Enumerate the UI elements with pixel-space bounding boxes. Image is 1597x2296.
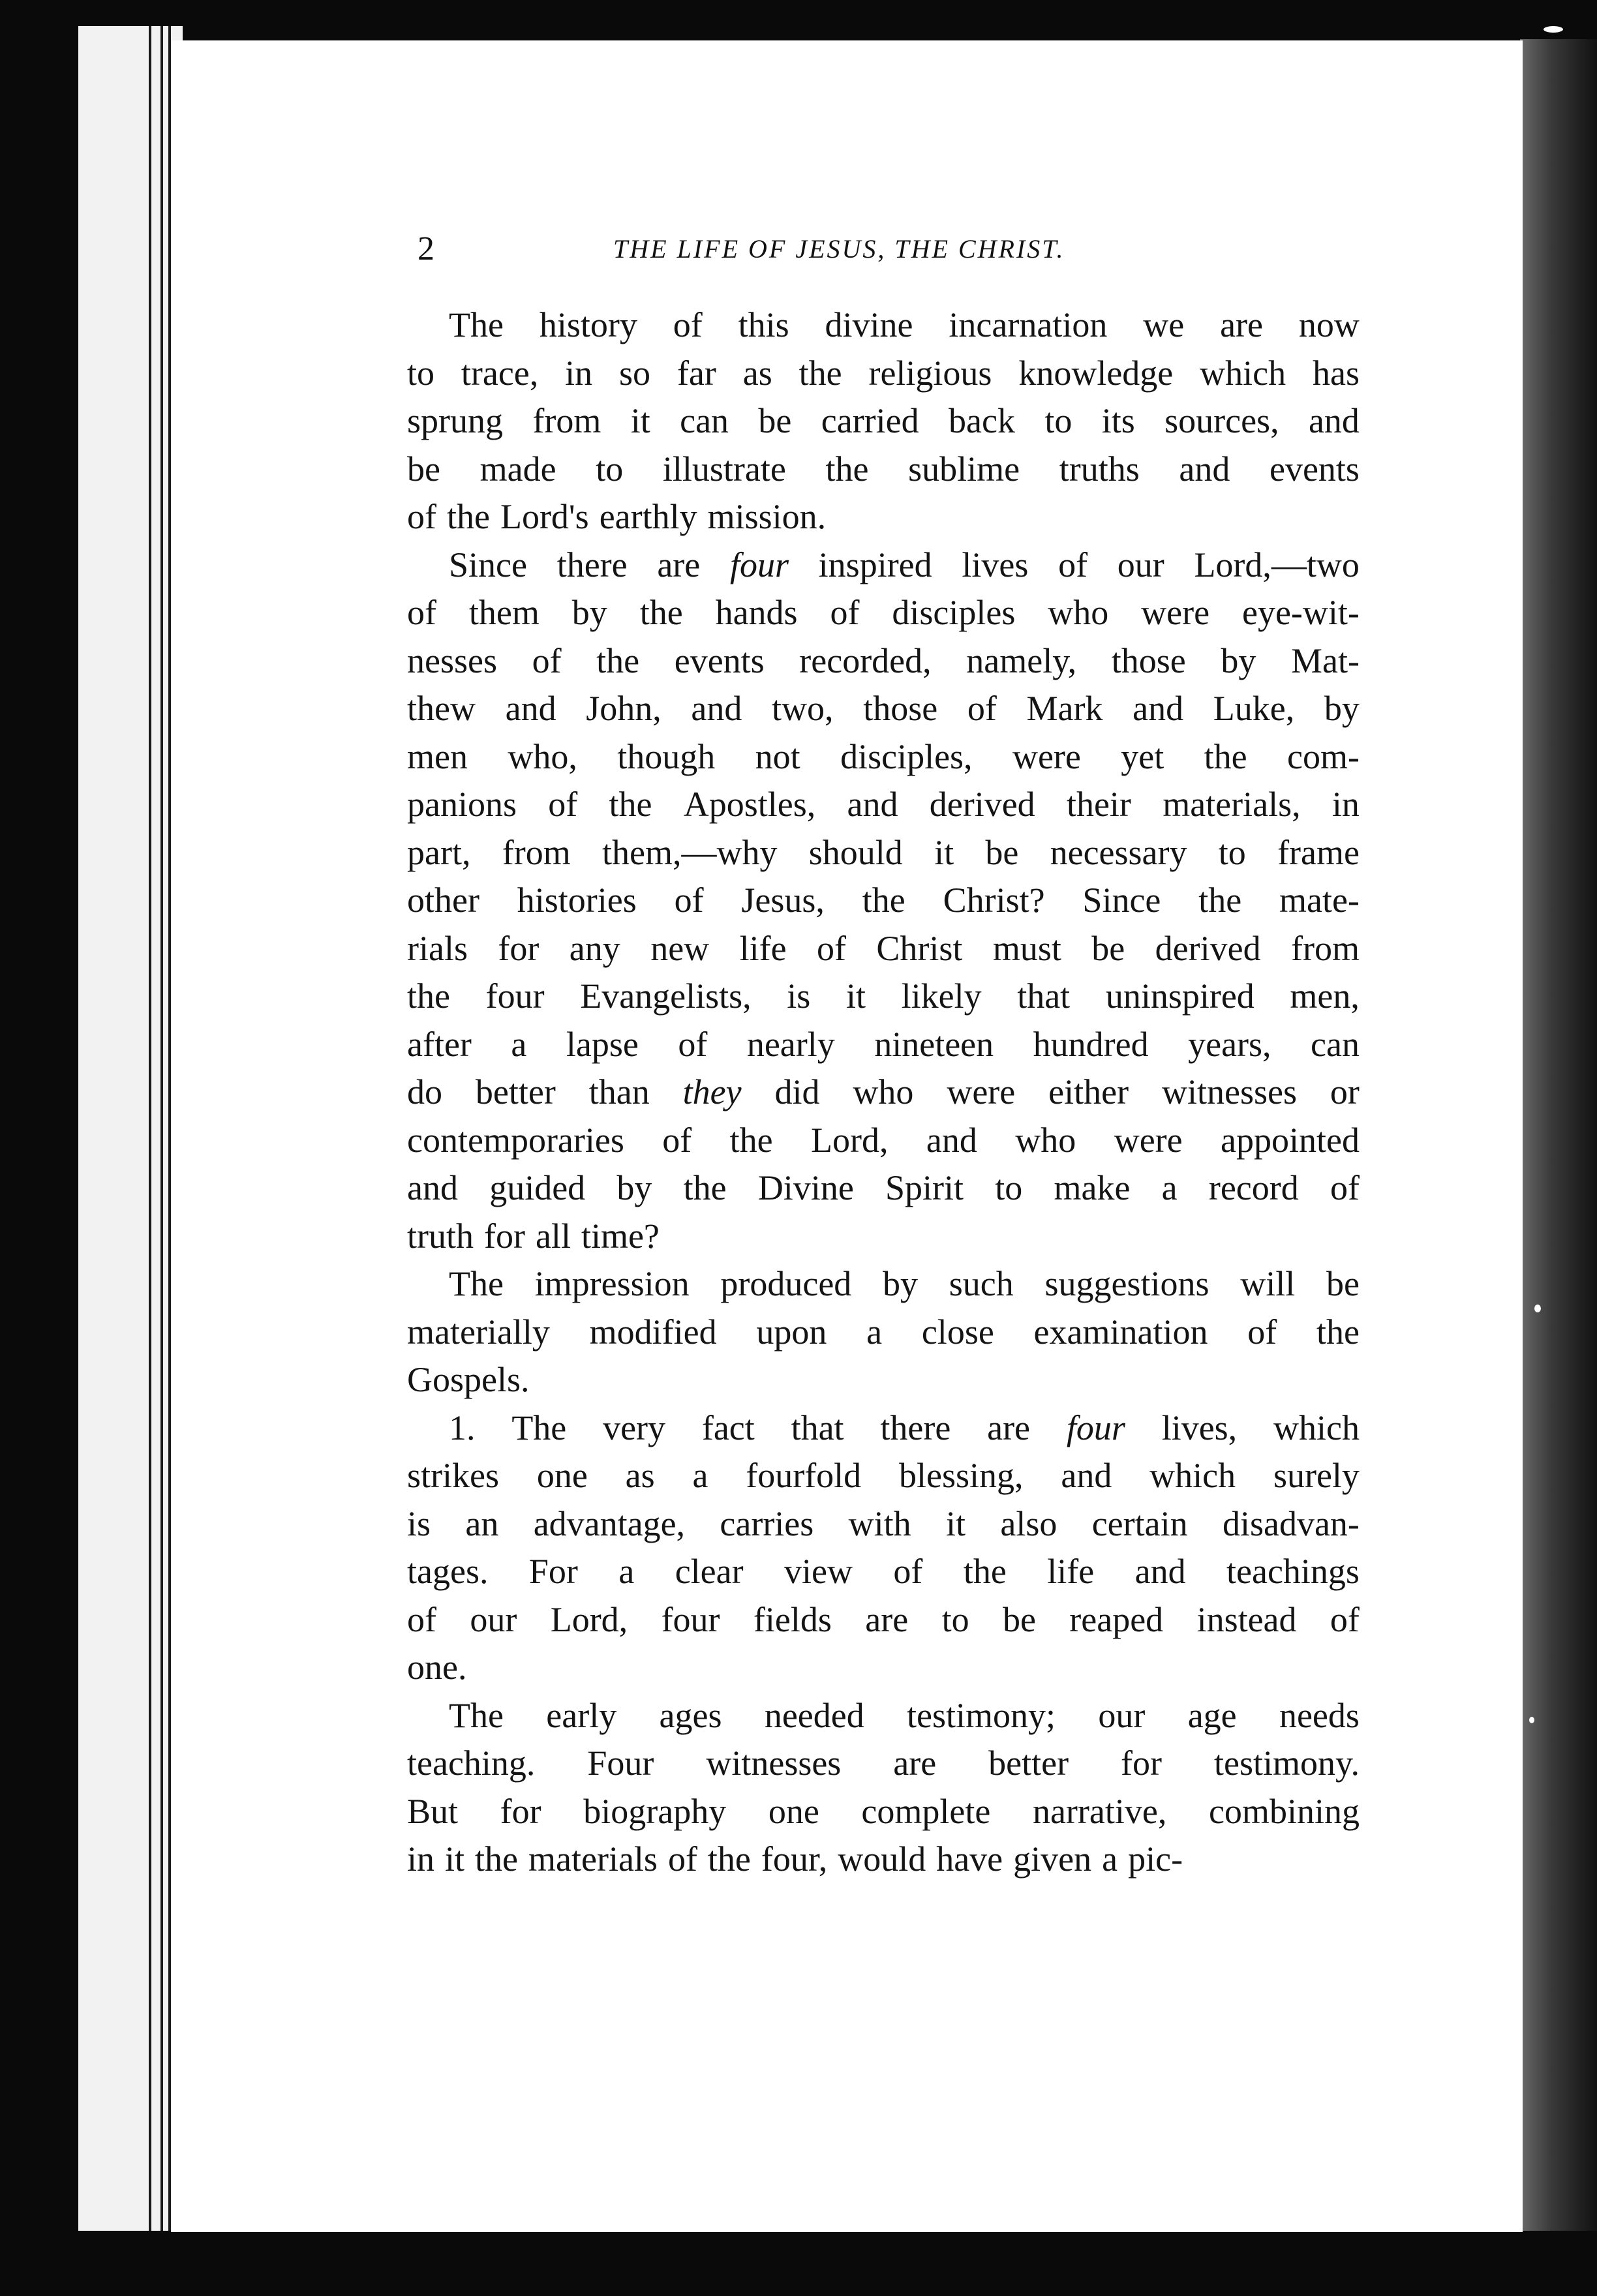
text-line: materially modified upon a close examination of the bbox=[407, 1312, 1360, 1352]
text-line: sprung from it can be carried back to its sources, and bbox=[407, 401, 1360, 440]
text-line: truth for all time? bbox=[407, 1216, 660, 1256]
text-line: in it the materials of the four, would have given a pic- bbox=[407, 1839, 1183, 1879]
text-line: of the Lord's earthly mission. bbox=[407, 497, 827, 536]
text-line: of our Lord, four fields are to be reaped instead of bbox=[407, 1599, 1360, 1639]
text-line: strikes one as a fourfold blessing, and which surely bbox=[407, 1456, 1360, 1495]
text-line: The history of this divine incarnation we are now bbox=[449, 305, 1360, 344]
text-line: The impression produced by such suggestions will be bbox=[449, 1264, 1360, 1303]
paragraph bbox=[407, 541, 1360, 1261]
page-binding-edge bbox=[78, 26, 183, 2231]
paragraph bbox=[407, 1692, 1360, 1884]
scan-speck bbox=[1529, 1717, 1534, 1723]
text-line: But for biography one complete narrative, combining bbox=[407, 1791, 1360, 1831]
paragraph bbox=[407, 301, 1360, 541]
text-line: do better than they did who were either witnesses or bbox=[407, 1072, 1360, 1111]
text-line: and guided by the Divine Spirit to make a record of bbox=[407, 1168, 1360, 1207]
paragraph bbox=[407, 1404, 1360, 1692]
text-line: is an advantage, carries with it also certain disadvan- bbox=[407, 1503, 1360, 1543]
page-edge-line bbox=[149, 26, 151, 2231]
body-text bbox=[407, 301, 1360, 1884]
text-line: the four Evangelists, is it likely that uninspired men, bbox=[407, 976, 1360, 1016]
text-line: thew and John, and two, those of Mark and Luke, by bbox=[407, 689, 1360, 728]
text-line: rials for any new life of Christ must be derived from bbox=[407, 928, 1360, 968]
text-line: part, from them,—why should it be necessary to frame bbox=[407, 832, 1360, 872]
text-line: teaching. Four witnesses are better for testimony. bbox=[407, 1744, 1360, 1783]
text-line: men who, though not disciples, were yet the com- bbox=[407, 736, 1360, 776]
text-line: nesses of the events recorded, namely, those by Mat- bbox=[407, 641, 1360, 680]
text-line: panions of the Apostles, and derived their materials, in bbox=[407, 785, 1360, 824]
text-line: contemporaries of the Lord, and who were appointed bbox=[407, 1120, 1360, 1160]
text-line: of them by the hands of disciples who were eye-wit- bbox=[407, 593, 1360, 632]
text-line: one. bbox=[407, 1648, 467, 1687]
gutter-shadow bbox=[1520, 39, 1597, 2231]
text-line: Since there are four inspired lives of our Lord,—two bbox=[449, 545, 1360, 584]
paragraph bbox=[407, 1260, 1360, 1404]
text-line: The early ages needed testimony; our age needs bbox=[449, 1695, 1360, 1735]
text-line: be made to illustrate the sublime truths and events bbox=[407, 449, 1360, 489]
text-line: 1. The very fact that there are four lives, which bbox=[449, 1408, 1360, 1447]
text-line: Gospels. bbox=[407, 1360, 530, 1399]
scan-speck bbox=[1544, 26, 1563, 33]
page-number: 2 bbox=[418, 230, 434, 267]
text-line: after a lapse of nearly nineteen hundred years, can bbox=[407, 1024, 1360, 1064]
page-edge-line bbox=[160, 26, 163, 2231]
text-line: to trace, in so far as the religious knowledge which has bbox=[407, 353, 1360, 393]
text-line: tages. For a clear view of the life and teachings bbox=[407, 1552, 1360, 1591]
text-line: other histories of Jesus, the Christ? Since the mate- bbox=[407, 881, 1360, 920]
running-title: THE LIFE OF JESUS, THE CHRIST. bbox=[613, 234, 1065, 264]
page-header bbox=[418, 223, 1187, 275]
scan-speck bbox=[1534, 1305, 1541, 1312]
